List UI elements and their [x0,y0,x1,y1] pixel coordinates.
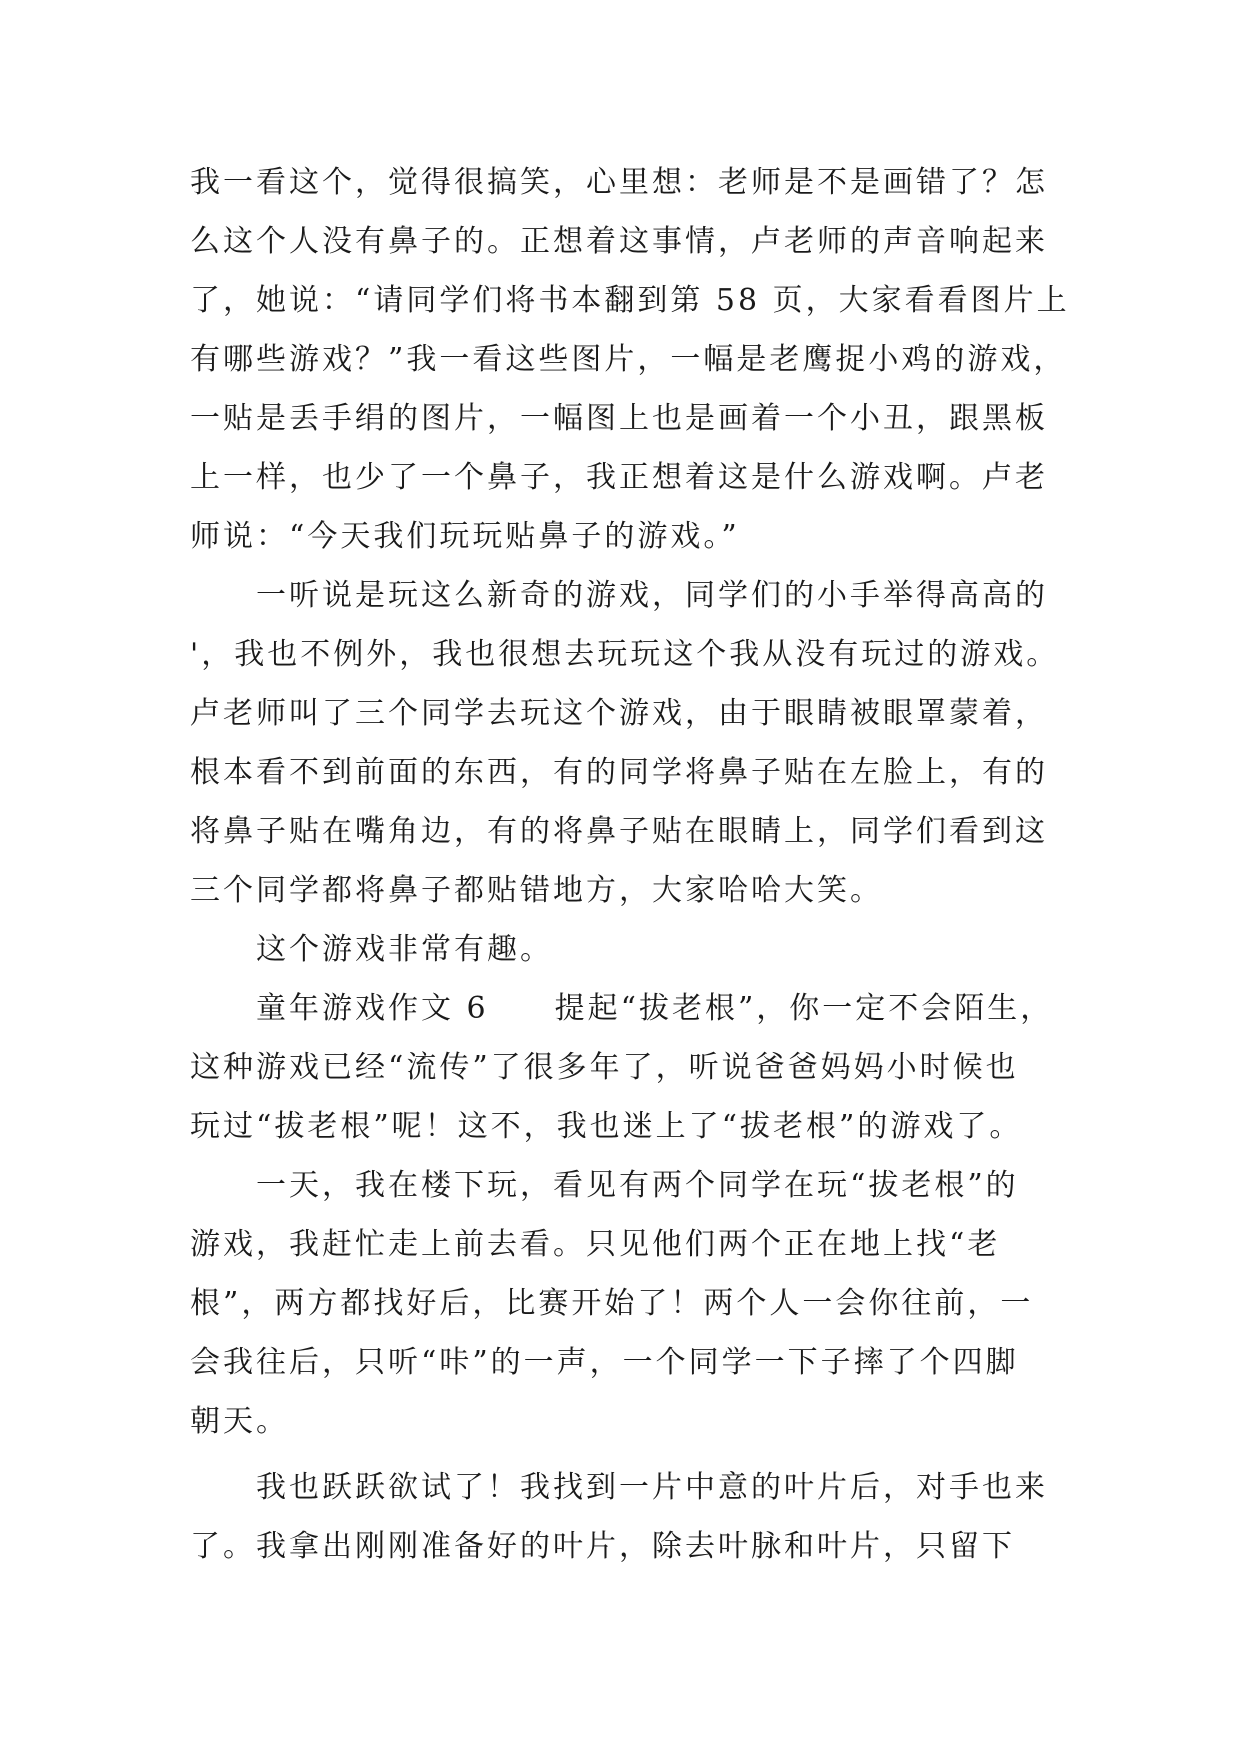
paragraph-start-line: 一听说是玩这么新奇的游戏，同学们的小手举得高高的 [256,578,1048,613]
paragraph-start-line: 这个游戏非常有趣。 [256,932,553,967]
text-line: 了。我拿出刚刚准备好的叶片，除去叶脉和叶片，只留下 [190,1529,1015,1564]
section-heading-line: 童年游戏作文 6 提起“拔老根”，你一定不会陌生， [256,991,1054,1026]
paragraph-start-line: 一天，我在楼下玩，看见有两个同学在玩“拔老根”的 [256,1168,1019,1203]
text-line: 了，她说：“请同学们将书本翻到第 58 页，大家看看图片上 [190,283,1070,318]
text-line: 上一样，也少了一个鼻子，我正想着这是什么游戏啊。卢老 [190,460,1048,495]
text-line: 玩过“拔老根”呢！这不，我也迷上了“拔老根”的游戏了。 [190,1109,1023,1144]
text-line: '，我也不例外，我也很想去玩玩这个我从没有玩过的游戏。 [190,637,1060,672]
paragraph-start-line: 我也跃跃欲试了！我找到一片中意的叶片后，对手也来 [256,1470,1048,1505]
text-line: 三个同学都将鼻子都贴错地方，大家哈哈大笑。 [190,873,883,908]
text-line: 将鼻子贴在嘴角边，有的将鼻子贴在眼睛上，同学们看到这 [190,814,1048,849]
text-line: 根”，两方都找好后，比赛开始了！两个人一会你往前，一 [190,1286,1034,1321]
text-line: 有哪些游戏？”我一看这些图片，一幅是老鹰捉小鸡的游戏， [190,342,1067,377]
text-line: 一贴是丢手绢的图片，一幅图上也是画着一个小丑，跟黑板 [190,401,1048,436]
text-line: 游戏，我赶忙走上前去看。只见他们两个正在地上找“老 [190,1227,1001,1262]
text-line: 我一看这个，觉得很搞笑，心里想：老师是不是画错了？怎 [190,165,1048,200]
text-line: 这种游戏已经“流传”了很多年了，听说爸爸妈妈小时候也 [190,1050,1019,1085]
text-line: 卢老师叫了三个同学去玩这个游戏，由于眼睛被眼罩蒙着， [190,696,1048,731]
text-line: 会我往后，只听“咔”的一声，一个同学一下子摔了个四脚 [190,1345,1019,1380]
text-line: 么这个人没有鼻子的。正想着这事情，卢老师的声音响起来 [190,224,1048,259]
text-line: 师说：“今天我们玩玩贴鼻子的游戏。” [190,519,740,554]
text-line: 朝天。 [190,1404,289,1439]
text-line: 根本看不到前面的东西，有的同学将鼻子贴在左脸上，有的 [190,755,1048,790]
